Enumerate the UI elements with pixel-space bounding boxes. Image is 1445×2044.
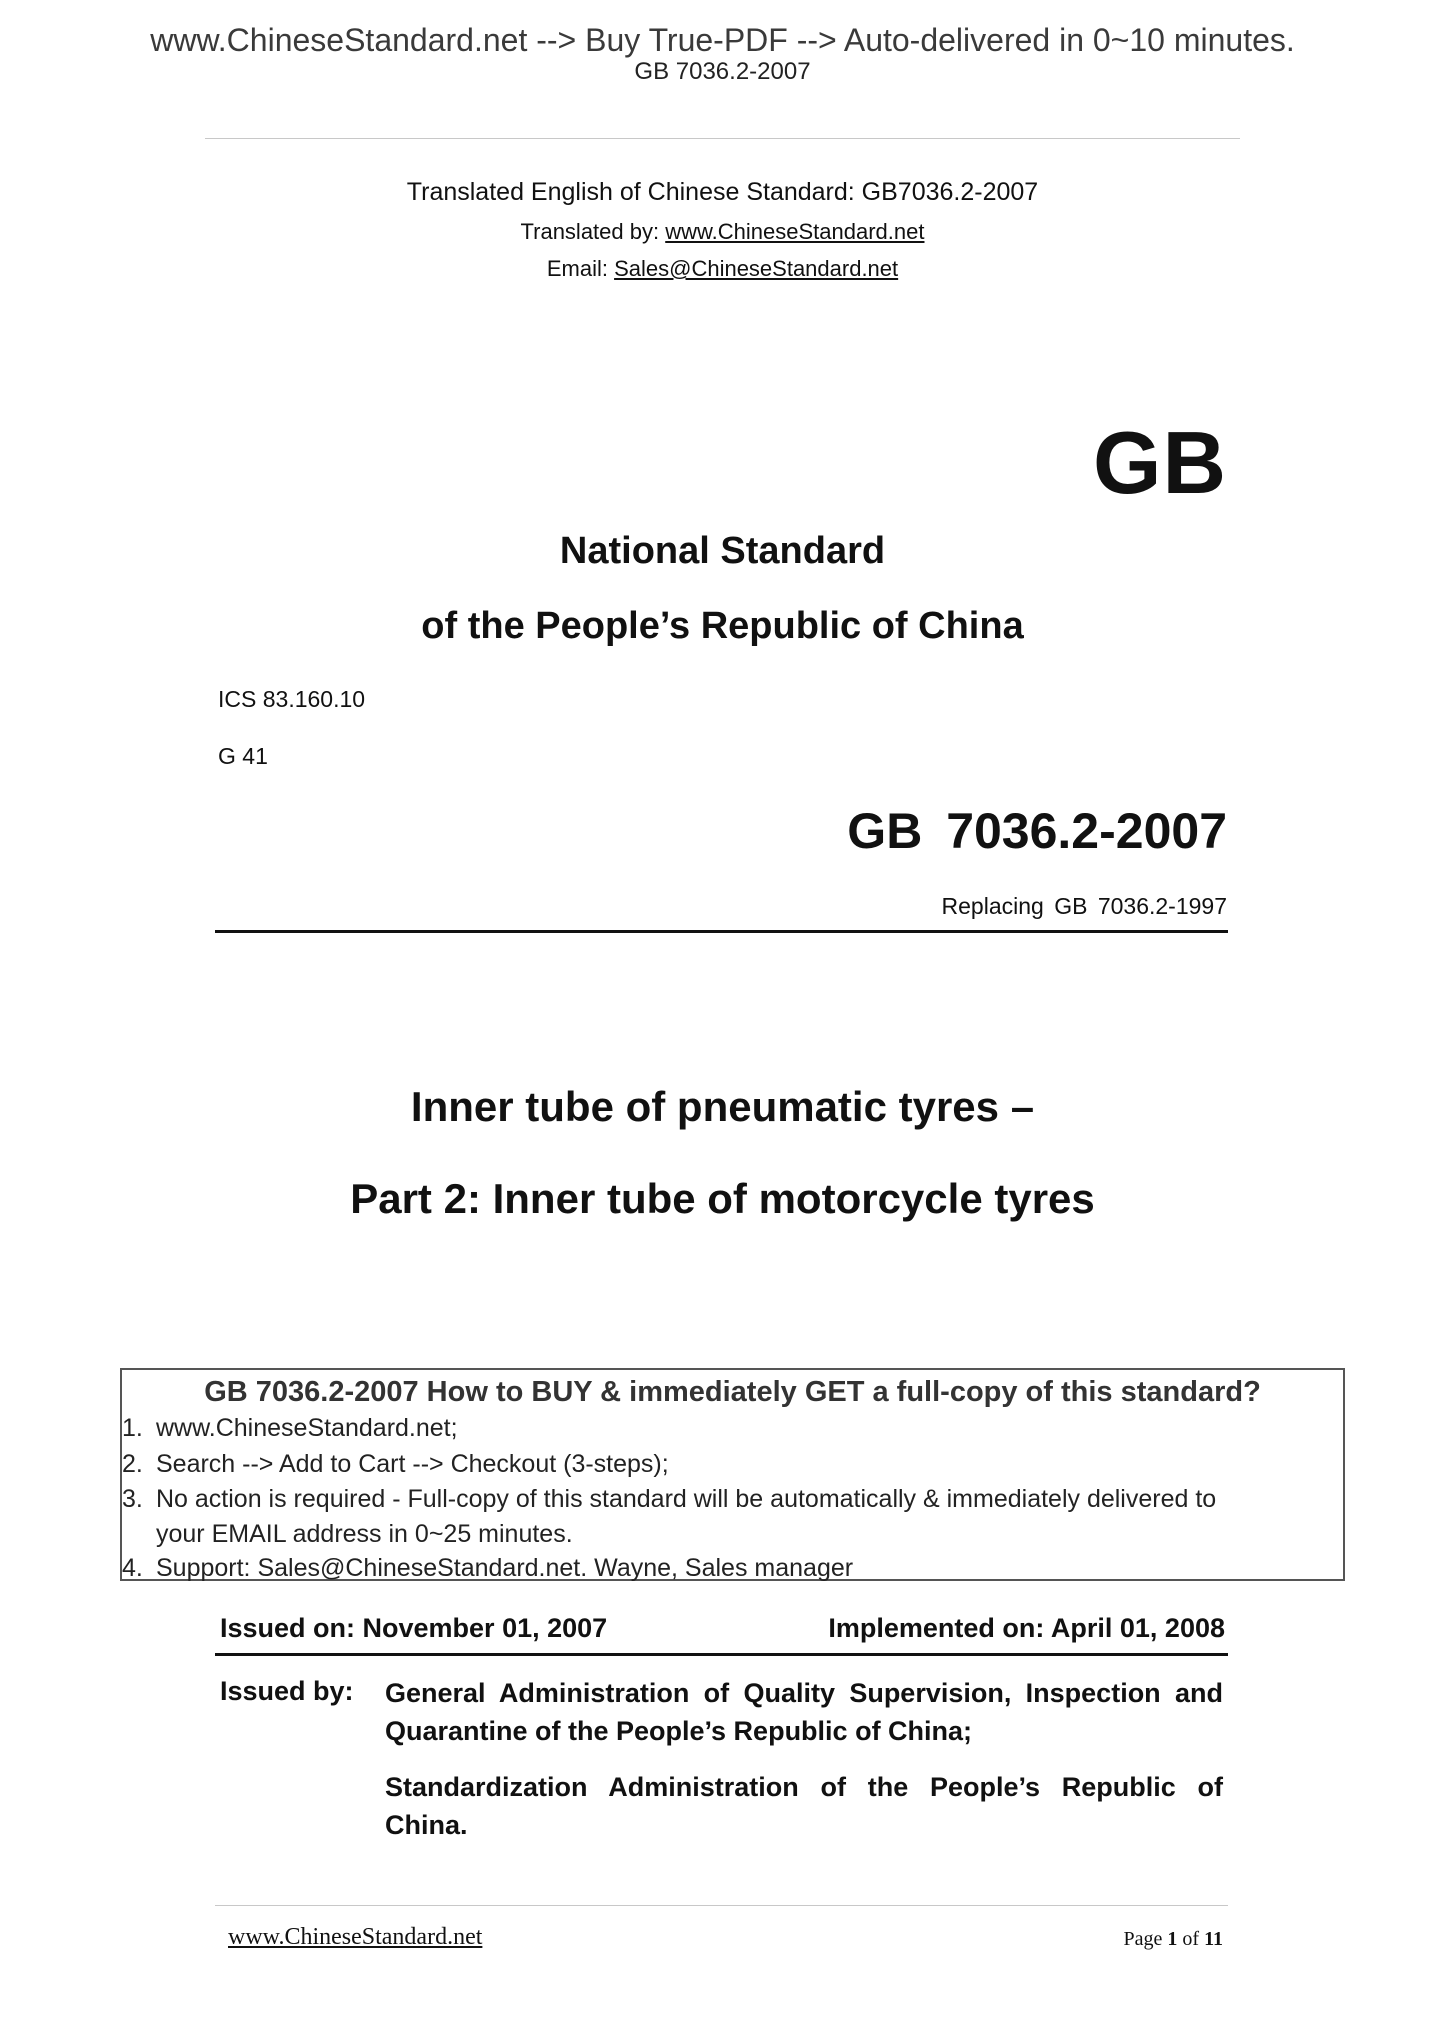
ics-code: ICS 83.160.10 — [218, 686, 366, 712]
buy-box-heading: GB 7036.2-2007 How to BUY & immediately GET a full-copy of this standard? — [204, 1376, 1261, 1408]
step-number: 2. — [122, 1450, 143, 1478]
footer-divider — [215, 1905, 1228, 1906]
document-title-line1: Inner tube of pneumatic tyres – — [410, 1083, 1035, 1130]
cover-divider — [215, 930, 1228, 933]
translated-by-label: Translated by: — [520, 219, 666, 244]
translator-website-link[interactable]: www.ChineseStandard.net — [665, 219, 925, 244]
implemented-on-date: Implemented on: April 01, 2008 — [828, 1613, 1225, 1643]
translation-title: Translated English of Chinese Standard: GB7036.2-2007 — [406, 178, 1039, 206]
page-of: of — [1177, 1928, 1205, 1950]
standard-number: GB 7036.2-2007 — [847, 803, 1227, 859]
document-title-line2: Part 2: Inner tube of motorcycle tyres — [350, 1175, 1095, 1222]
step-number: 1. — [122, 1414, 143, 1442]
issuer-sac: Standardization Administration of the People’s Republic of China. — [385, 1772, 1223, 1840]
page-total: 11 — [1204, 1928, 1223, 1950]
issue-divider — [215, 1653, 1228, 1656]
step-text: No action is required - Full-copy of this standard will be automatically & immediately delivered to — [156, 1485, 1217, 1513]
step-number: 4. — [122, 1554, 143, 1582]
header-divider — [205, 138, 1240, 139]
header-standard-code: GB 7036.2-2007 — [634, 58, 811, 85]
top-banner: www.ChineseStandard.net --> Buy True-PDF --> Auto-delivered in 0~10 minutes. — [150, 22, 1295, 58]
page-prefix: Page — [1123, 1928, 1168, 1950]
step-text: Search --> Add to Cart --> Checkout (3-steps); — [156, 1450, 669, 1478]
replacing-standard: Replacing GB 7036.2-1997 — [941, 893, 1227, 919]
email-label: Email: — [546, 256, 615, 281]
step-text: www.ChineseStandard.net; — [156, 1414, 458, 1442]
translator-email — [0, 256, 1445, 282]
issued-by-label: Issued by: — [220, 1676, 354, 1706]
footer-website-link[interactable]: www.ChineseStandard.net — [228, 1924, 483, 1950]
issued-on-date: Issued on: November 01, 2007 — [220, 1613, 608, 1643]
step-text: Support: Sales@ChineseStandard.net. Wayne, Sales manager — [156, 1554, 854, 1582]
page-number — [1124, 1928, 1223, 1951]
national-standard-line2: of the People’s Republic of China — [421, 605, 1024, 647]
sales-email-link[interactable]: Sales@ChineseStandard.net — [614, 256, 899, 281]
step-text: your EMAIL address in 0~25 minutes. — [156, 1520, 573, 1548]
classification-code: G 41 — [218, 743, 268, 769]
issuer-aqsiq: General Administration of Quality Supervision, Inspection and Quarantine of the People’s Republic of China; — [385, 1678, 1223, 1746]
page-current: 1 — [1167, 1928, 1178, 1950]
step-number: 3. — [122, 1485, 143, 1513]
national-standard-line1: National Standard — [559, 530, 886, 572]
gb-mark: GB — [1093, 413, 1227, 512]
buy-instructions-box — [120, 1368, 1345, 1581]
translated-by — [0, 219, 1445, 245]
